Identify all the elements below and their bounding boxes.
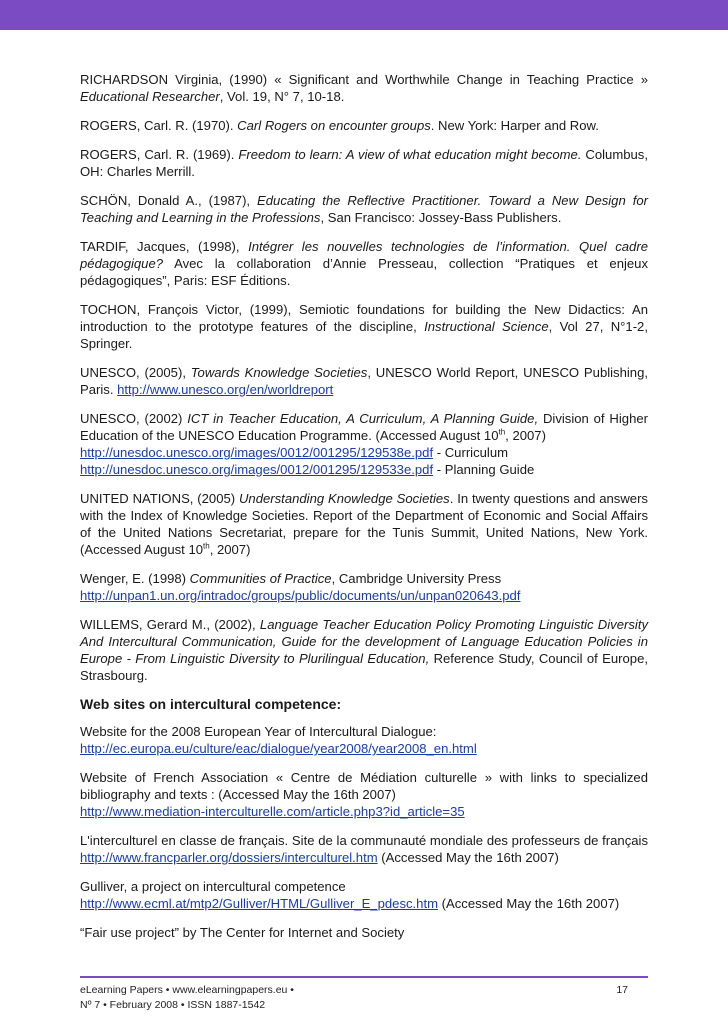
page-number: 17 [616, 984, 628, 996]
ref-text: , Vol. 19, N° 7, 10-18. [219, 89, 345, 104]
reference-schon [80, 192, 648, 226]
reference-tochon [80, 301, 648, 352]
site-text: (Accessed May the 16th 2007) [438, 896, 620, 911]
curriculum-line [80, 444, 648, 461]
ordinal-sup: th [498, 427, 506, 437]
reference-rogers-1969 [80, 146, 648, 180]
ref-text: . In twenty questions and answers with the Index of Knowledge Societies. Report of the Department of Economic and Social Affairs of the United Nations Secretariat, prepare for the Tunis Summit, United Nations, New York. (Accessed August 10 [80, 491, 648, 557]
ref-text: Wenger, E. (1998) [80, 571, 190, 586]
ref-text: , 2007) [505, 428, 546, 443]
ref-text: TOCHON, François Victor, (1999), Semiotic foundations for building the New Didactics: An introduction to the prototype features of the discipline, [80, 302, 648, 334]
site-text: Gulliver, a project on intercultural competence [80, 879, 346, 894]
site-text: Website of French Association « Centre de Médiation culturelle » with links to specialized bibliography and texts : (Accessed May the 16th 2007) [80, 770, 648, 802]
ref-text: , Vol 27, N°1-2, Springer. [80, 319, 648, 351]
ref-text: Reference Study, Council of Europe, Strasbourg. [80, 651, 648, 683]
site-text: (Accessed May the 16th 2007) [377, 850, 559, 865]
website-mediation [80, 769, 648, 820]
site-text: Website for the 2008 European Year of Intercultural Dialogue: [80, 724, 437, 739]
ref-text: UNESCO, (2002) [80, 411, 188, 426]
ordinal-sup: th [203, 541, 210, 551]
planning-guide-line [80, 461, 648, 478]
ref-text: , UNESCO World Report, UNESCO Publishing, Paris. [80, 365, 648, 397]
ref-text: Division of Higher Education of the UNESCO Education Programme. (Accessed August 10 [80, 411, 648, 443]
ref-text: Avec la collaboration d’Annie Presseau, collection “Pratiques et enjeux pédagogiques”, Paris: ESF Éditions. [80, 256, 648, 288]
section-heading: Web sites on intercultural competence: [80, 696, 342, 712]
eyid-link[interactable]: http://ec.europa.eu/culture/eac/dialogue/year2008/year2008_en.html [80, 741, 477, 756]
gulliver-link[interactable]: http://www.ecml.at/mtp2/Gulliver/HTML/Gulliver_E_pdesc.htm [80, 896, 439, 911]
ref-title: Freedom to learn: A view of what education might become. [238, 147, 582, 162]
eyid-line [80, 740, 648, 757]
website-eyid [80, 723, 648, 757]
unesco-worldreport-link[interactable]: http://www.unesco.org/en/worldreport [117, 382, 334, 397]
mediation-link[interactable]: http://www.mediation-interculturelle.com/article.php3?id_article=35 [80, 804, 465, 819]
reference-richardson [80, 71, 648, 105]
website-fair-use [80, 924, 648, 941]
footer-divider [80, 976, 648, 978]
ref-text: UNESCO, (2005), [80, 365, 191, 380]
ref-text: TARDIF, Jacques, (1998), [80, 239, 249, 254]
link-suffix: - Curriculum [433, 445, 509, 460]
site-text: “Fair use project” by The Center for Internet and Society [80, 925, 405, 940]
ref-text: , Cambridge University Press [331, 571, 502, 586]
francparler-link[interactable]: http://www.francparler.org/dossiers/interculturel.htm [80, 850, 378, 865]
planning-guide-pdf-link[interactable]: http://unesdoc.unesco.org/images/0012/001295/129533e.pdf [80, 462, 434, 477]
ref-text: , 2007) [209, 542, 251, 557]
ref-title: Educating the Reflective Practitioner. Toward a New Design for Teaching and Learning in the Professions [80, 193, 648, 225]
website-gulliver [80, 878, 648, 912]
document-body [80, 71, 648, 953]
ref-text: Columbus, OH: Charles Merrill. [80, 147, 648, 179]
ref-text: UNITED NATIONS, (2005) [80, 491, 239, 506]
ref-title: Language Teacher Education Policy Promoting Linguistic Diversity And Intercultural Communication, Guide for the development of Language Education Policies in Europe - From Linguistic Diversity to Plurilingual Education, [80, 617, 649, 666]
reference-willems [80, 616, 648, 684]
ref-title: Understanding Knowledge Societies [238, 491, 450, 506]
website-francparler [80, 832, 648, 866]
reference-unesco-2005 [80, 364, 648, 398]
ref-title: Instructional Science [424, 319, 549, 334]
mediation-line [80, 803, 648, 820]
ref-text: , San Francisco: Jossey-Bass Publishers. [320, 210, 562, 225]
header-bar [0, 0, 728, 30]
link-suffix: - Planning Guide [433, 462, 535, 477]
ref-title: Educational Researcher [80, 89, 220, 104]
gulliver-line [80, 895, 648, 912]
footer-line-2: Nº 7 • February 2008 • ISSN 1887-1542 [80, 999, 266, 1011]
ref-text: WILLEMS, Gerard M., (2002), [80, 617, 260, 632]
ref-text: RICHARDSON Virginia, (1990) « Significant and Worthwhile Change in Teaching Practice » [80, 72, 648, 87]
reference-tardif [80, 238, 648, 289]
site-text: L'interculturel en classe de français. Site de la communauté mondiale des professeurs de français [80, 833, 648, 848]
reference-wenger [80, 570, 648, 604]
ref-text: . New York: Harper and Row. [430, 118, 599, 133]
reference-rogers-1970 [80, 117, 648, 134]
unpan-line [80, 587, 648, 604]
ref-text: ROGERS, Carl. R. (1969). [80, 147, 239, 162]
ref-text: ROGERS, Carl. R. (1970). [80, 118, 238, 133]
unpan-pdf-link[interactable]: http://unpan1.un.org/intradoc/groups/public/documents/un/unpan020643.pdf [80, 588, 521, 603]
ref-text: SCHÖN, Donald A., (1987), [80, 193, 258, 208]
reference-unesco-2002 [80, 410, 648, 478]
ref-title: ICT in Teacher Education, A Curriculum, A Planning Guide, [187, 411, 539, 426]
page-footer [80, 983, 648, 1013]
ref-title: Communities of Practice [189, 571, 332, 586]
reference-united-nations [80, 490, 648, 558]
footer-line-1: eLearning Papers • www.elearningpapers.eu • [80, 984, 294, 996]
ref-title: Towards Knowledge Societies [190, 365, 368, 380]
ref-title: Intégrer les nouvelles technologies de l’information. Quel cadre pédagogique? [80, 239, 648, 271]
curriculum-pdf-link[interactable]: http://unesdoc.unesco.org/images/0012/001295/129538e.pdf [80, 445, 434, 460]
ref-title: Carl Rogers on encounter groups [237, 118, 431, 133]
